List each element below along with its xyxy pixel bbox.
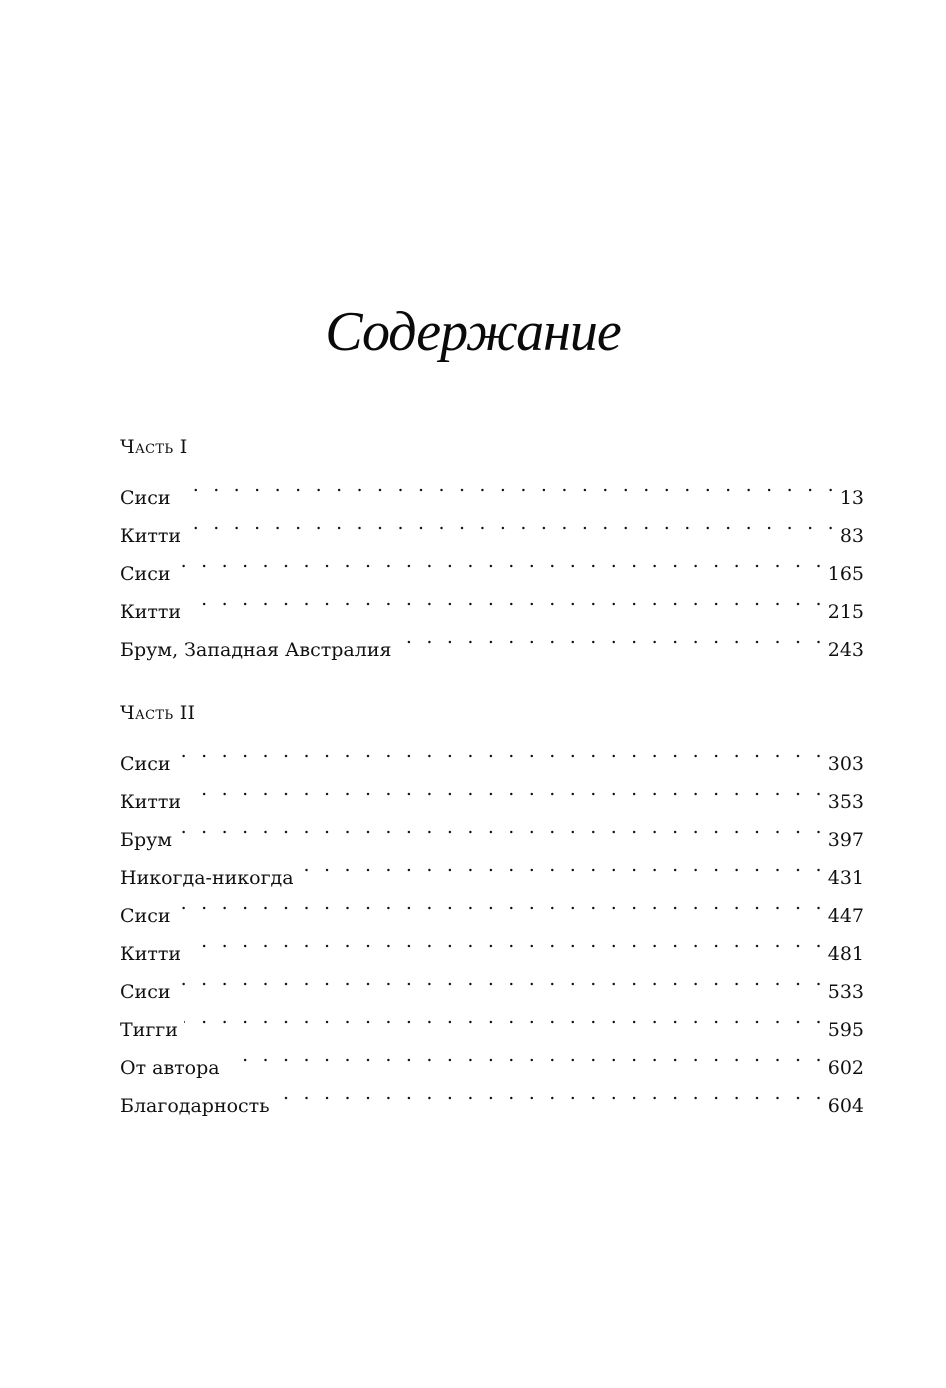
toc-entry[interactable] bbox=[120, 1036, 864, 1079]
toc-entry[interactable] bbox=[120, 922, 864, 965]
toc-entry[interactable] bbox=[120, 770, 864, 813]
part-heading: Часть II bbox=[120, 702, 196, 724]
page-title: Содержание bbox=[325, 301, 621, 363]
dot-leader bbox=[177, 884, 826, 922]
dot-leader bbox=[276, 1074, 826, 1112]
toc-entry-page: 602 bbox=[827, 1057, 864, 1079]
toc-entry-page: 533 bbox=[827, 981, 864, 1003]
toc-entry-label: Брум bbox=[120, 829, 173, 851]
part-heading: Часть I bbox=[120, 436, 188, 458]
toc-entry[interactable] bbox=[120, 542, 864, 585]
dot-leader bbox=[226, 1036, 826, 1074]
toc-entry[interactable] bbox=[120, 1074, 864, 1117]
toc-entry-label: От автора bbox=[120, 1057, 220, 1079]
dot-leader bbox=[184, 998, 826, 1036]
toc-entry-page: 604 bbox=[827, 1095, 864, 1117]
toc-entry-label: Сиси bbox=[120, 905, 171, 927]
toc-entry[interactable] bbox=[120, 580, 864, 623]
toc-entry[interactable] bbox=[120, 808, 864, 851]
toc-entry-label: Китти bbox=[120, 525, 182, 547]
toc-entry-page: 243 bbox=[827, 639, 864, 661]
dot-leader bbox=[187, 504, 838, 542]
toc-entry-page: 595 bbox=[827, 1019, 864, 1041]
toc-part-1 bbox=[120, 428, 864, 661]
dot-leader bbox=[177, 466, 838, 504]
toc-entry-page: 215 bbox=[827, 601, 864, 623]
toc-entry-label: Тигги bbox=[120, 1019, 178, 1041]
toc-entry-page: 447 bbox=[827, 905, 864, 927]
toc-entry-page: 83 bbox=[839, 525, 864, 547]
dot-leader bbox=[187, 770, 826, 808]
toc-entry-label: Сиси bbox=[120, 981, 171, 1003]
toc-entry-label: Сиси bbox=[120, 487, 171, 509]
dot-leader bbox=[397, 618, 825, 656]
dot-leader bbox=[178, 808, 826, 846]
toc-entry-label: Брум, Западная Австралия bbox=[120, 639, 392, 661]
toc-entry-label: Благодарность bbox=[120, 1095, 270, 1117]
toc-entry-page: 353 bbox=[827, 791, 864, 813]
toc-entry-page: 165 bbox=[827, 563, 864, 585]
toc-entry-page: 481 bbox=[827, 943, 864, 965]
toc-entry[interactable] bbox=[120, 618, 864, 661]
dot-leader bbox=[187, 922, 826, 960]
toc-entry-page: 13 bbox=[839, 487, 864, 509]
dot-leader bbox=[300, 846, 826, 884]
dot-leader bbox=[187, 580, 826, 618]
dot-leader bbox=[177, 732, 826, 770]
toc-entry-page: 303 bbox=[827, 753, 864, 775]
toc-entry[interactable] bbox=[120, 504, 864, 547]
toc-entry-label: Сиси bbox=[120, 563, 171, 585]
toc-entry-page: 397 bbox=[827, 829, 864, 851]
toc-entry-page: 431 bbox=[827, 867, 864, 889]
toc-entry[interactable] bbox=[120, 846, 864, 889]
toc-entry-label: Никогда-никогда bbox=[120, 867, 294, 889]
dot-leader bbox=[177, 960, 826, 998]
toc-entry-label: Китти bbox=[120, 791, 182, 813]
toc-part-2 bbox=[120, 694, 864, 1117]
toc-entry-label: Сиси bbox=[120, 753, 171, 775]
toc-entry[interactable] bbox=[120, 960, 864, 1003]
toc-entry-label: Китти bbox=[120, 601, 182, 623]
toc-entry[interactable] bbox=[120, 732, 864, 775]
dot-leader bbox=[177, 542, 826, 580]
toc-entry[interactable] bbox=[120, 998, 864, 1041]
toc-entry[interactable] bbox=[120, 466, 864, 509]
toc-entry-label: Китти bbox=[120, 943, 182, 965]
toc-entry[interactable] bbox=[120, 884, 864, 927]
